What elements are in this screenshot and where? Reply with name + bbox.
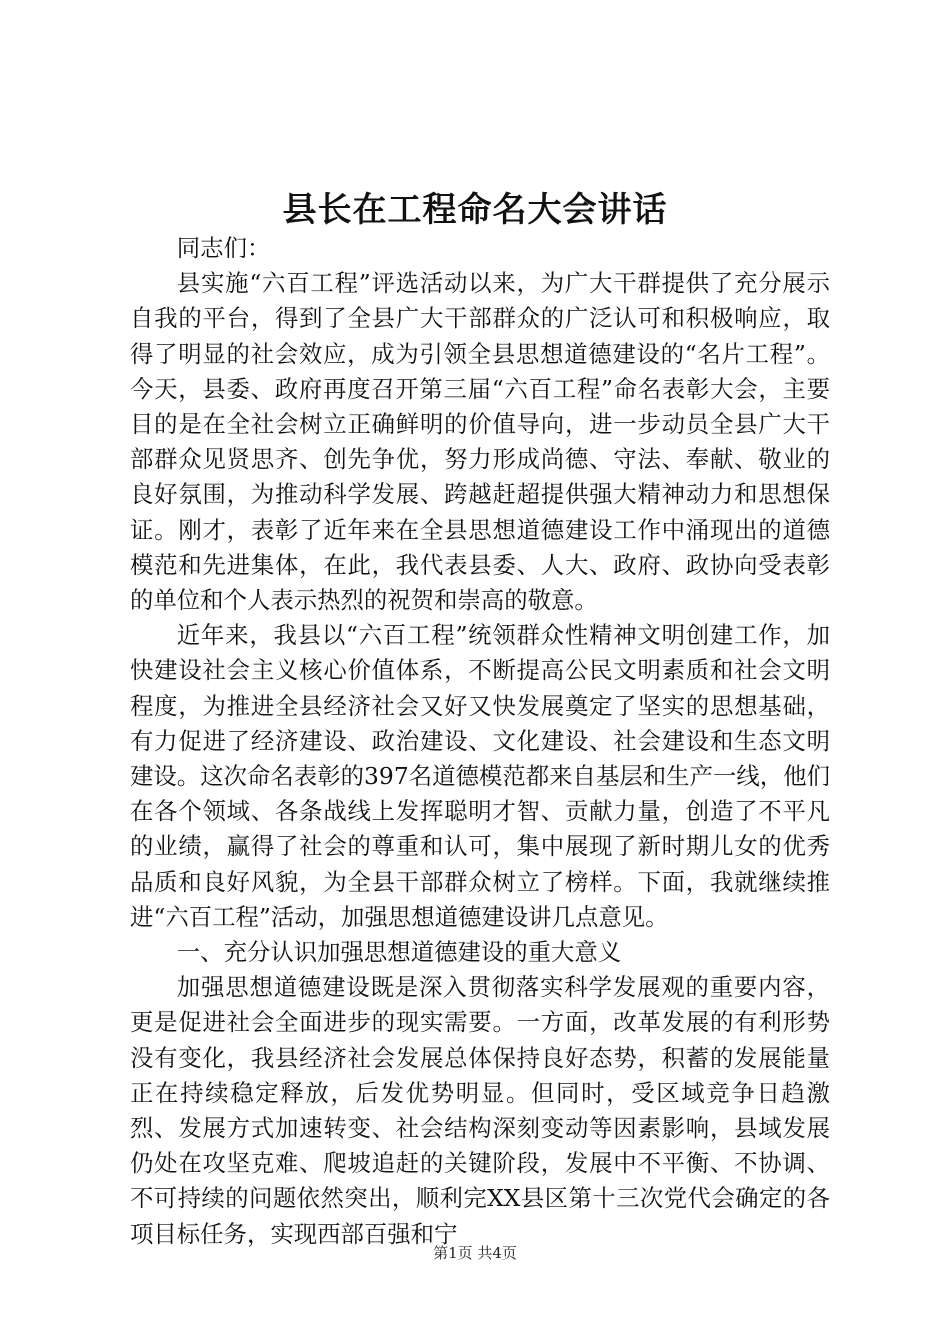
body-paragraph: 县实施“六百工程”评选活动以来，为广大干群提供了充分展示自我的平台，得到了全县广大干部群众的广泛认可和积极响应，取得了明显的社会效应，成为引领全县思想道德建设的“名片工程”。今天，县委、政府再度召开第三届“六百工程”命名表彰大会，主要目的是在全社会树立正确鲜明的价值导向，进一步动员全县广大干部群众见贤思齐、创先争优，努力形成尚德、守法、奉献、敬业的良好氛围，为推动科学发展、跨越赶超提供强大精神动力和思想保证。刚才，表彰了近年来在全县思想道德建设工作中涌现出的道德模范和先进集体，在此，我代表县委、人大、政府、政协向受表彰的单位和个人表示热烈的祝贺和崇高的敬意。 bbox=[130, 269, 830, 615]
document-body bbox=[130, 231, 830, 1252]
body-paragraph: 加强思想道德建设既是深入贯彻落实科学发展观的重要内容，更是促进社会全面进步的现实需要。一方面，改革发展的有利形势没有变化，我县经济社会发展总体保持良好态势，积蓄的发展能量正在持续稳定释放，后发优势明显。但同时，受区域竞争日趋激烈、发展方式加速转变、社会结构深刻变动等因素影响，县域发展仍处在攻坚克难、爬坡追赶的关键阶段，发展中不平衡、不协调、不可持续的问题依然突出，顺利完XX县区第十三次党代会确定的各项目标任务，实现西部百强和宁 bbox=[130, 973, 830, 1248]
section-heading: 一、充分认识加强思想道德建设的重大意义 bbox=[176, 938, 622, 967]
body-paragraph: 近年来，我县以“六百工程”统领群众性精神文明创建工作，加快建设社会主义核心价值体系，不断提高公民文明素质和社会文明程度，为推进全县经济社会又好又快发展奠定了坚实的思想基础，有力促进了经济建设、政治建设、文化建设、社会建设和生态文明建设。这次命名表彰的397名道德模范都来自基层和生产一线，他们在各个领域、各条战线上发挥聪明才智、贡献力量，创造了不平凡的业绩，赢得了社会的尊重和认可，集中展现了新时期儿女的优秀品质和良好风貌，为全县干部群众树立了榜样。下面，我就继续推进“六百工程”活动，加强思想道德建设讲几点意见。 bbox=[130, 621, 830, 931]
salutation: 同志们： bbox=[176, 234, 271, 262]
document-title: 县长在工程命名大会讲话 bbox=[282, 190, 668, 230]
page-footer: 第1页 共4页 bbox=[433, 1244, 517, 1262]
